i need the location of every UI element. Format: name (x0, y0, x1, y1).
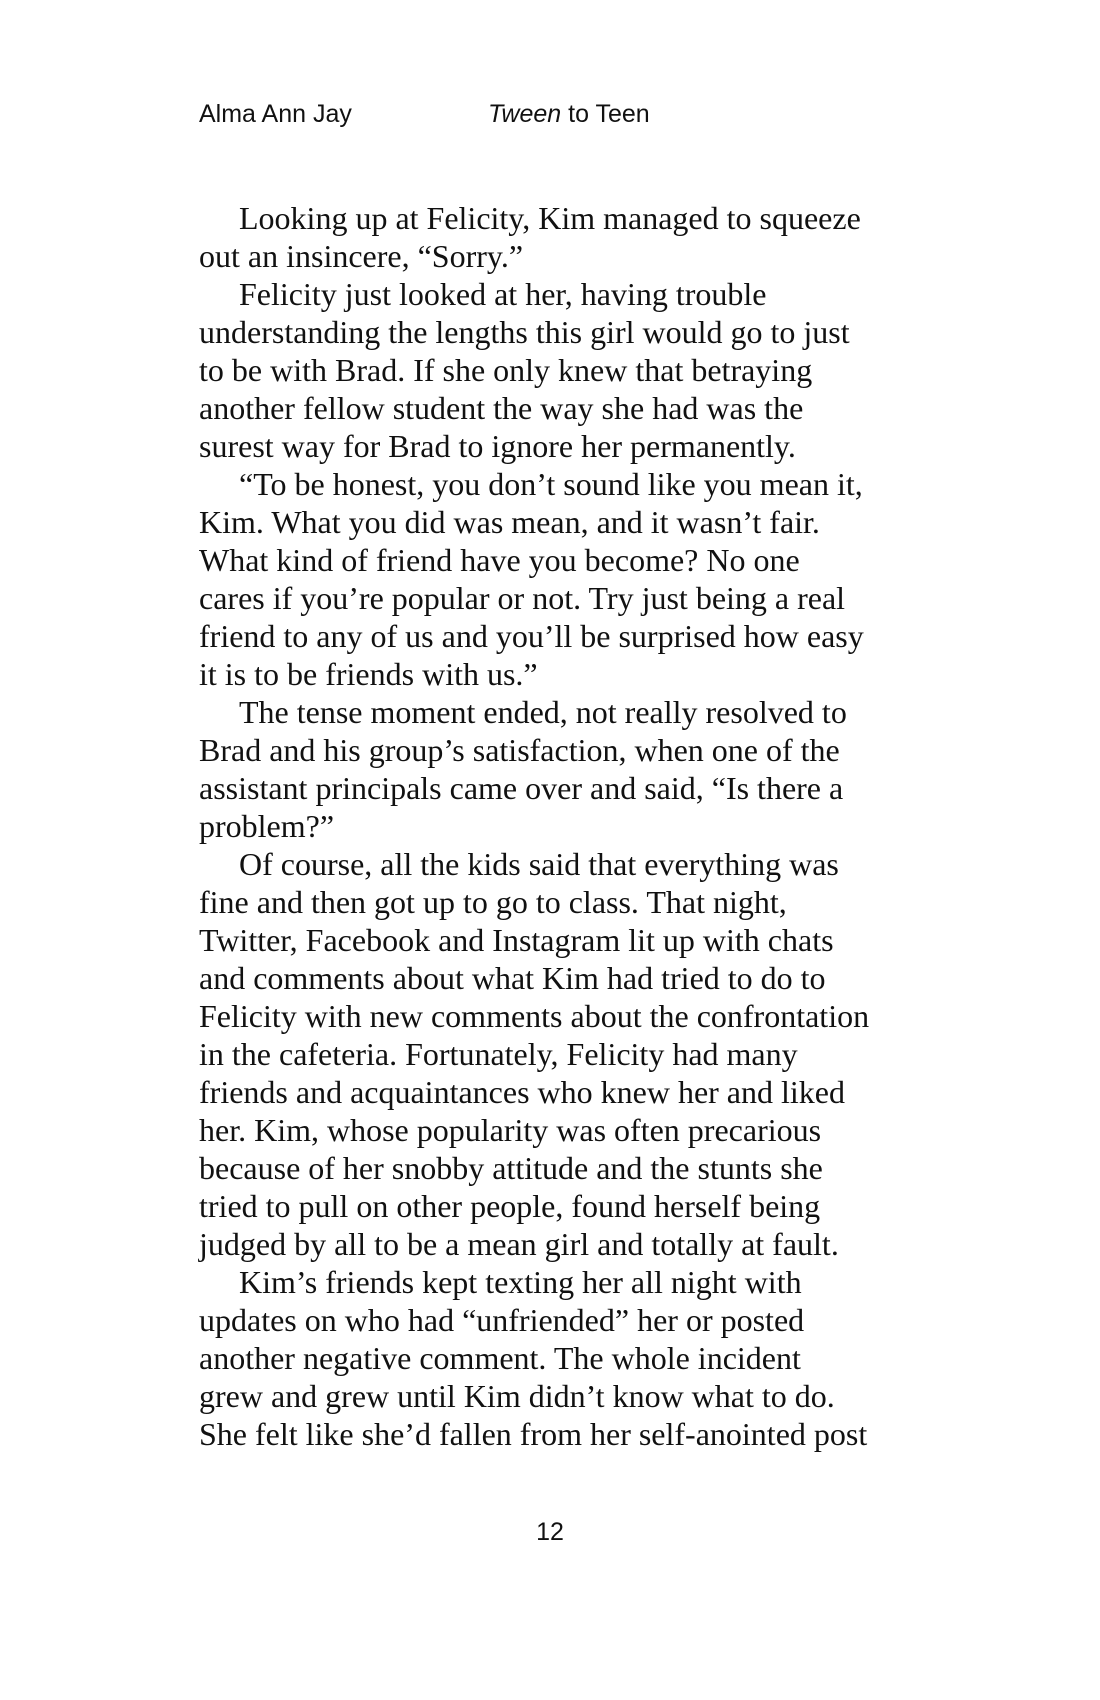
text-line: friend to any of us and you’ll be surprised how easy (199, 618, 864, 654)
body-text (199, 199, 919, 1453)
text-line: problem?” (199, 808, 335, 844)
text-line: Of course, all the kids said that everything was (239, 846, 839, 882)
text-line: Felicity just looked at her, having trouble (239, 276, 767, 312)
header-title-italic: Tween (488, 100, 562, 128)
text-line: cares if you’re popular or not. Try just being a real (199, 580, 846, 616)
text-line: friends and acquaintances who knew her and liked (199, 1074, 845, 1110)
header-book-title (488, 100, 650, 129)
text-line: Felicity with new comments about the confrontation (199, 998, 870, 1034)
text-line: in the cafeteria. Fortunately, Felicity had many (199, 1036, 798, 1072)
text-line: surest way for Brad to ignore her permanently. (199, 428, 796, 464)
text-line: and comments about what Kim had tried to do to (199, 960, 826, 996)
text-line: Brad and his group’s satisfaction, when one of the (199, 732, 840, 768)
text-line: Kim. What you did was mean, and it wasn’t fair. (199, 504, 820, 540)
text-line: Kim’s friends kept texting her all night with (239, 1264, 802, 1300)
text-line: tried to pull on other people, found herself being (199, 1188, 821, 1224)
text-line: to be with Brad. If she only knew that betraying (199, 352, 813, 388)
text-line: because of her snobby attitude and the stunts she (199, 1150, 823, 1186)
header-title-rest: to Teen (561, 100, 650, 128)
paragraph (199, 465, 919, 693)
text-line: updates on who had “unfriended” her or posted (199, 1302, 805, 1338)
text-line: understanding the lengths this girl would go to just (199, 314, 850, 350)
text-line: fine and then got up to go to class. That night, (199, 884, 787, 920)
text-line: her. Kim, whose popularity was often precarious (199, 1112, 822, 1148)
paragraph (199, 845, 919, 1263)
text-line: What kind of friend have you become? No one (199, 542, 800, 578)
paragraph (199, 199, 919, 275)
text-line: “To be honest, you don’t sound like you mean it, (239, 466, 863, 502)
text-line: She felt like she’d fallen from her self-anointed post (199, 1416, 868, 1452)
text-line: out an insincere, “Sorry.” (199, 238, 524, 274)
text-line: Twitter, Facebook and Instagram lit up with chats (199, 922, 834, 958)
header-author: Alma Ann Jay (199, 100, 352, 128)
text-line: The tense moment ended, not really resolved to (239, 694, 847, 730)
text-line: it is to be friends with us.” (199, 656, 538, 692)
paragraph (199, 693, 919, 845)
text-line: Looking up at Felicity, Kim managed to squeeze (239, 200, 861, 236)
text-line: judged by all to be a mean girl and totally at fault. (199, 1226, 839, 1262)
text-line: another fellow student the way she had was the (199, 390, 804, 426)
page-number: 12 (536, 1518, 564, 1546)
text-line: assistant principals came over and said, “Is there a (199, 770, 844, 806)
text-line: another negative comment. The whole incident (199, 1340, 801, 1376)
paragraph (199, 1263, 919, 1453)
text-line: grew and grew until Kim didn’t know what to do. (199, 1378, 835, 1414)
paragraph (199, 275, 919, 465)
